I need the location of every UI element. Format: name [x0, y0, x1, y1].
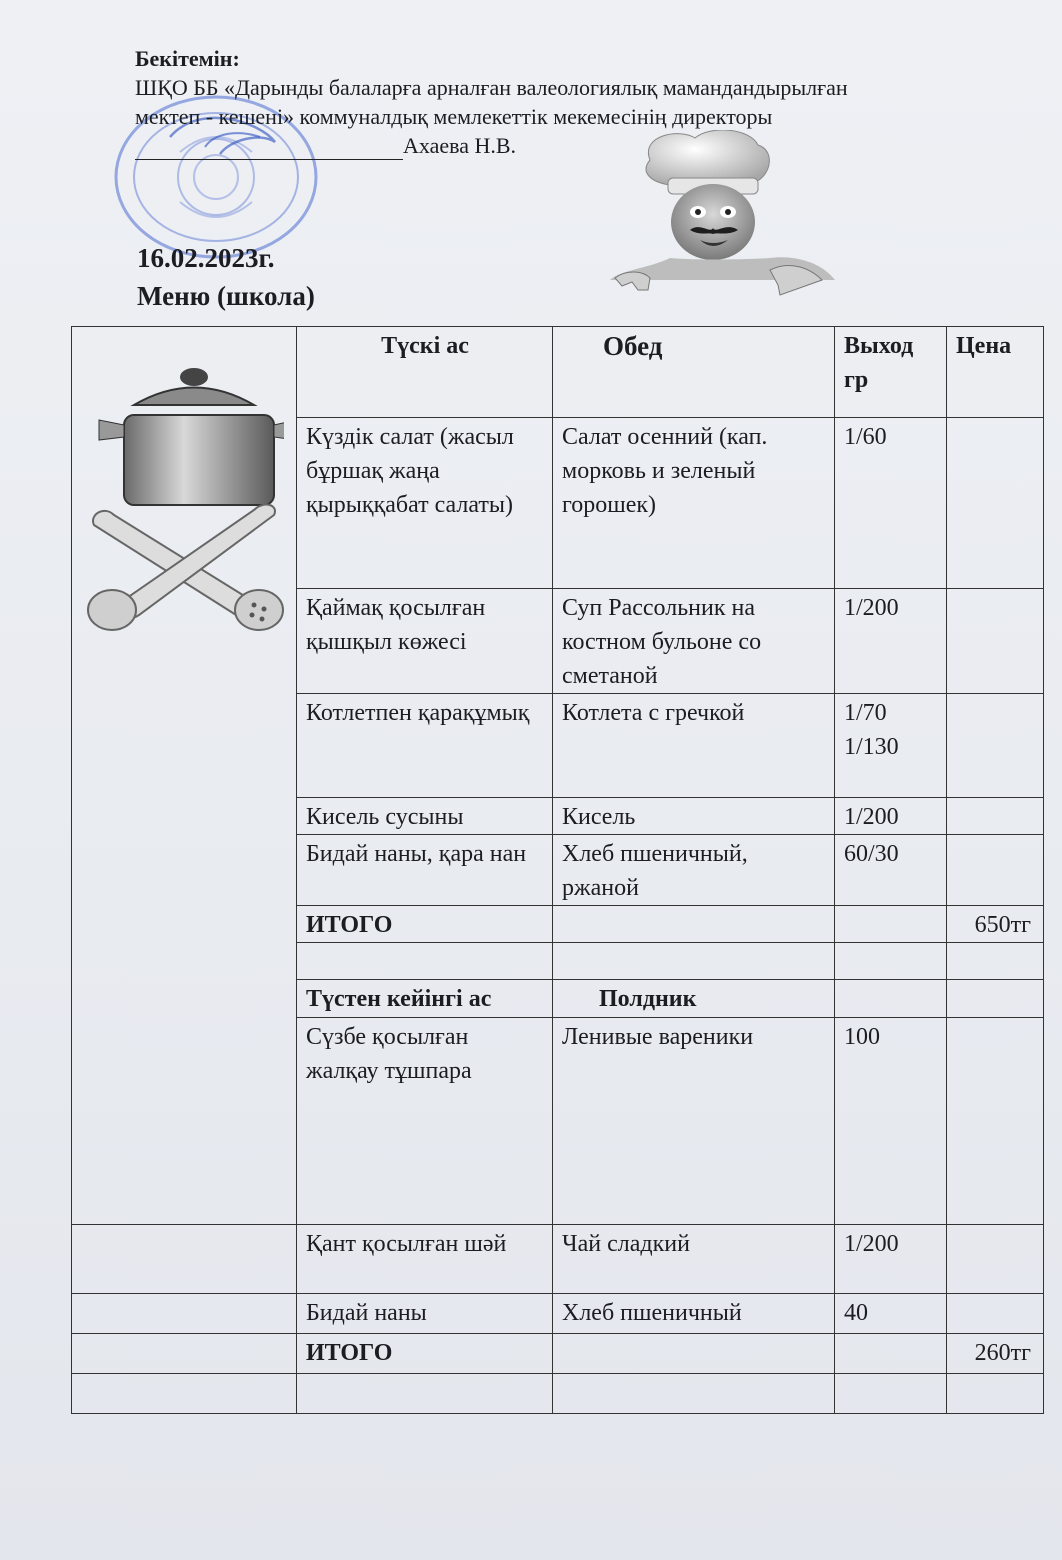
dish-weight: 1/200 [835, 1225, 947, 1294]
total-price: 650тг [947, 906, 1044, 943]
dish-weight: 1/200 [835, 798, 947, 835]
dish-kz: Кисель сусыны [297, 798, 553, 835]
director-name: Ахаева Н.В. [403, 133, 517, 158]
dish-kz: Бидай наны [297, 1294, 553, 1334]
total-label: ИТОГО [297, 906, 553, 943]
approval-line-2: мектеп - кешені» коммуналдық мемлекеттік мекемесінің директоры [135, 104, 773, 129]
snack-header-ru: Полдник [553, 980, 835, 1018]
dish-kz: Бидай наны, қара нан [297, 835, 553, 906]
dish-weight: 60/30 [835, 835, 947, 906]
approval-line-1: ШҚО ББ «Дарынды балаларға арналған валеологиялық мамандандырылған [135, 75, 848, 100]
cooking-pot-icon [84, 365, 284, 635]
dish-ru: Котлета с гречкой [553, 694, 835, 798]
dish-price [947, 418, 1044, 589]
empty-cell [947, 943, 1044, 980]
header-kz: Түскі ас [297, 327, 553, 418]
dish-weight: 40 [835, 1294, 947, 1334]
header-weight: Выход гр [835, 327, 947, 418]
empty-cell [553, 1334, 835, 1374]
weight-line-2: 1/130 [844, 734, 899, 760]
dish-weight: 1/60 [835, 418, 947, 589]
dish-ru: Чай сладкий [553, 1225, 835, 1294]
weight-line-1: 1/70 [844, 700, 887, 726]
dish-ru: Хлеб пшеничный [553, 1294, 835, 1334]
dish-price [947, 589, 1044, 694]
empty-cell [947, 980, 1044, 1018]
dish-weight [835, 694, 947, 798]
table-header-row [72, 327, 1044, 418]
empty-cell [947, 1374, 1044, 1414]
empty-cell [835, 1334, 947, 1374]
dish-price [947, 694, 1044, 798]
header-price: Цена [947, 327, 1044, 418]
empty-cell [72, 1225, 297, 1294]
empty-cell [72, 1374, 297, 1414]
total-price: 260тг [947, 1334, 1044, 1374]
dish-price [947, 1294, 1044, 1334]
signature-blank [135, 137, 403, 160]
empty-cell [835, 980, 947, 1018]
empty-cell [553, 943, 835, 980]
dish-price [947, 798, 1044, 835]
dish-ru: Ленивые вареники [553, 1018, 835, 1225]
empty-cell [553, 1374, 835, 1414]
menu-table [71, 326, 1044, 1414]
dish-ru: Суп Рассольник на костном бульоне со сметаной [553, 589, 835, 694]
dish-ru: Хлеб пшеничный, ржаной [553, 835, 835, 906]
dish-kz: Қаймақ қосылған қышқыл көжесі [297, 589, 553, 694]
empty-cell [72, 1334, 297, 1374]
empty-cell [553, 906, 835, 943]
empty-cell [297, 943, 553, 980]
empty-cell [835, 1374, 947, 1414]
table-row [72, 1294, 1044, 1334]
empty-cell [835, 943, 947, 980]
dish-kz: Котлетпен қарақұмық [297, 694, 553, 798]
dish-kz: Күздік салат (жасыл бұршақ жаңа қырыққабат салаты) [297, 418, 553, 589]
spacer-row [72, 1374, 1044, 1414]
snack-header-kz: Түстен кейінгі ас [297, 980, 553, 1018]
menu-date: 16.02.2023г. [137, 243, 275, 273]
dish-kz: Қант қосылған шәй [297, 1225, 553, 1294]
cookware-image-cell [72, 327, 297, 1225]
snack-total-row [72, 1334, 1044, 1374]
chef-cartoon-icon [610, 130, 840, 305]
dish-price [947, 835, 1044, 906]
header-ru: Обед [553, 327, 835, 418]
dish-kz: Сүзбе қосылған жалқау тұшпара [297, 1018, 553, 1225]
empty-cell [72, 1294, 297, 1334]
dish-weight: 100 [835, 1018, 947, 1225]
table-row [72, 1225, 1044, 1294]
dish-ru: Кисель [553, 798, 835, 835]
dish-weight: 1/200 [835, 589, 947, 694]
dish-ru: Салат осенний (кап. морковь и зеленый горошек) [553, 418, 835, 589]
empty-cell [297, 1374, 553, 1414]
empty-cell [835, 906, 947, 943]
approval-heading: Бекітемін: [135, 46, 240, 71]
dish-price [947, 1225, 1044, 1294]
dish-price [947, 1018, 1044, 1225]
menu-title: Меню (школа) [137, 281, 315, 311]
total-label: ИТОГО [297, 1334, 553, 1374]
